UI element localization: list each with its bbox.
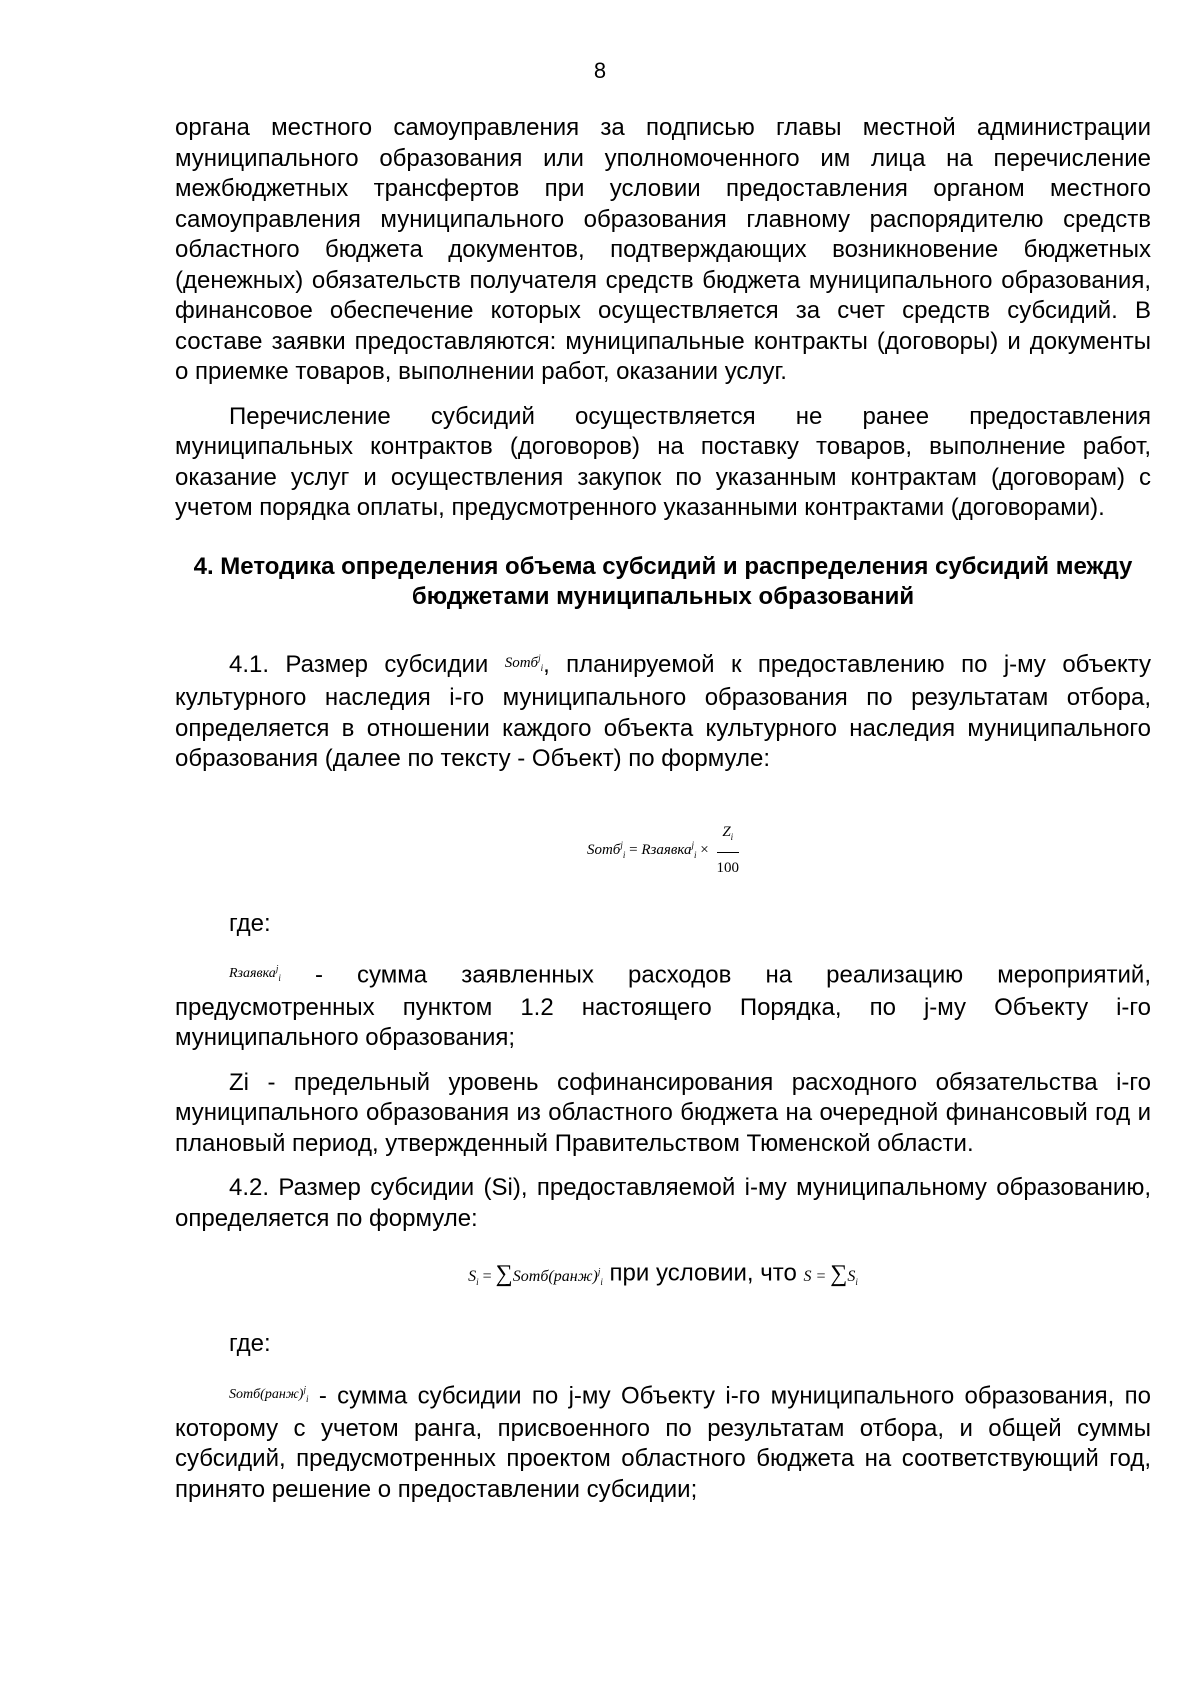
formula-subsidy-object: Sотб$^j_i$ = Rзаявка$^j_i$ × $\frac{Z_i}{100}$ (175, 817, 1151, 869)
paragraph-transfer: Перечисление субсидий осуществляется не ранее предоставления муниципальных контрактов (договоров) на поставку товаров, выполнение работ, оказание услуг и осуществления закупок по указанным контрактам (договорам) с учетом порядка оплаты, предусмотренного указанными контрактами (договорами). (175, 402, 1151, 521)
where-label-1: где: (229, 909, 271, 937)
definition-zi: Zi - предельный уровень софинансирования расходного обязательства i-го муниципального образования из областного бюджета на очередной финансовый год и плановый период, утвержденный Правительством Тюменской области. (175, 1068, 1151, 1157)
paragraph-continuation: органа местного самоуправления за подписью главы местной администрации муниципального образования или уполномоченного им лица на перечисление межбюджетных трансфертов при условии предоставления органом местного самоуправления муниципального образования главному распорядителю средств областного бюджета документов, подтверждающих возникновение бюджетных (денежных) обязательств получателя средств бюджета муниципального образования, финансовое обеспечение которых осуществляется за счет средств субсидий. В составе заявки предоставляются: муниципальные контракты (договоры) и документы о приемке товаров, выполнении работ, оказании услуг. (175, 114, 1151, 385)
rzayavka-variable: Rзаявкаji (229, 963, 281, 983)
definition-sotb-ranzh: $^{Sотб(ранж)^j_i}$ - сумма субсидии по j-му Объекту i-го муниципального образования, по которому с учетом ранга, присвоенного по результатам отбора, и общей суммы субсидий, предусмотренных проектом областного бюджета на соответствующий год, принято решение о предоставлении субсидии; (175, 1382, 1151, 1503)
sotb-variable: Sотбji (504, 652, 544, 673)
section-heading: 4. Методика определения объема субсидий и распределения субсидий между бюджетами муниципальных образований (193, 552, 1133, 610)
definition-rzayavka: $^{Rзаявка^j_i}$ - сумма заявленных расходов на реализацию мероприятий, предусмотренных пунктом 1.2 настоящего Порядка, по j-му Объекту i-го муниципального образования; (175, 961, 1151, 1052)
formula-fraction: $\frac{Z_i}{100}$ (717, 817, 740, 884)
sotb-ranzh-variable: Sотб(ранж)ji (229, 1383, 309, 1404)
paragraph-4-1-end: , планируемой к предоставлению по j-му объекту культурного наследия i-го муниципального образования по результатам отбора, определяется в отношении каждого объекта культурного наследия муниципального образования (далее по тексту - Объект) по формуле: (175, 650, 1151, 772)
formula-condition: при условии, что (609, 1259, 797, 1287)
page-content (175, 113, 1151, 1505)
paragraph-4-1-start: 4.1. Размер субсидии (229, 650, 505, 678)
formula-subsidy-total: $S_i$ = ∑Sотб(ранж)$^j_i$ при условии, что $S = \sum S_i$ (468, 1259, 858, 1287)
page-number: 8 (593, 58, 607, 83)
paragraph-4-2: 4.2. Размер субсидии (Si), предоставляемой i-му муниципальному образованию, определяется по формуле: (175, 1174, 1151, 1232)
paragraph-4-1 (175, 643, 1151, 775)
where-label-2: где: (229, 1330, 271, 1358)
